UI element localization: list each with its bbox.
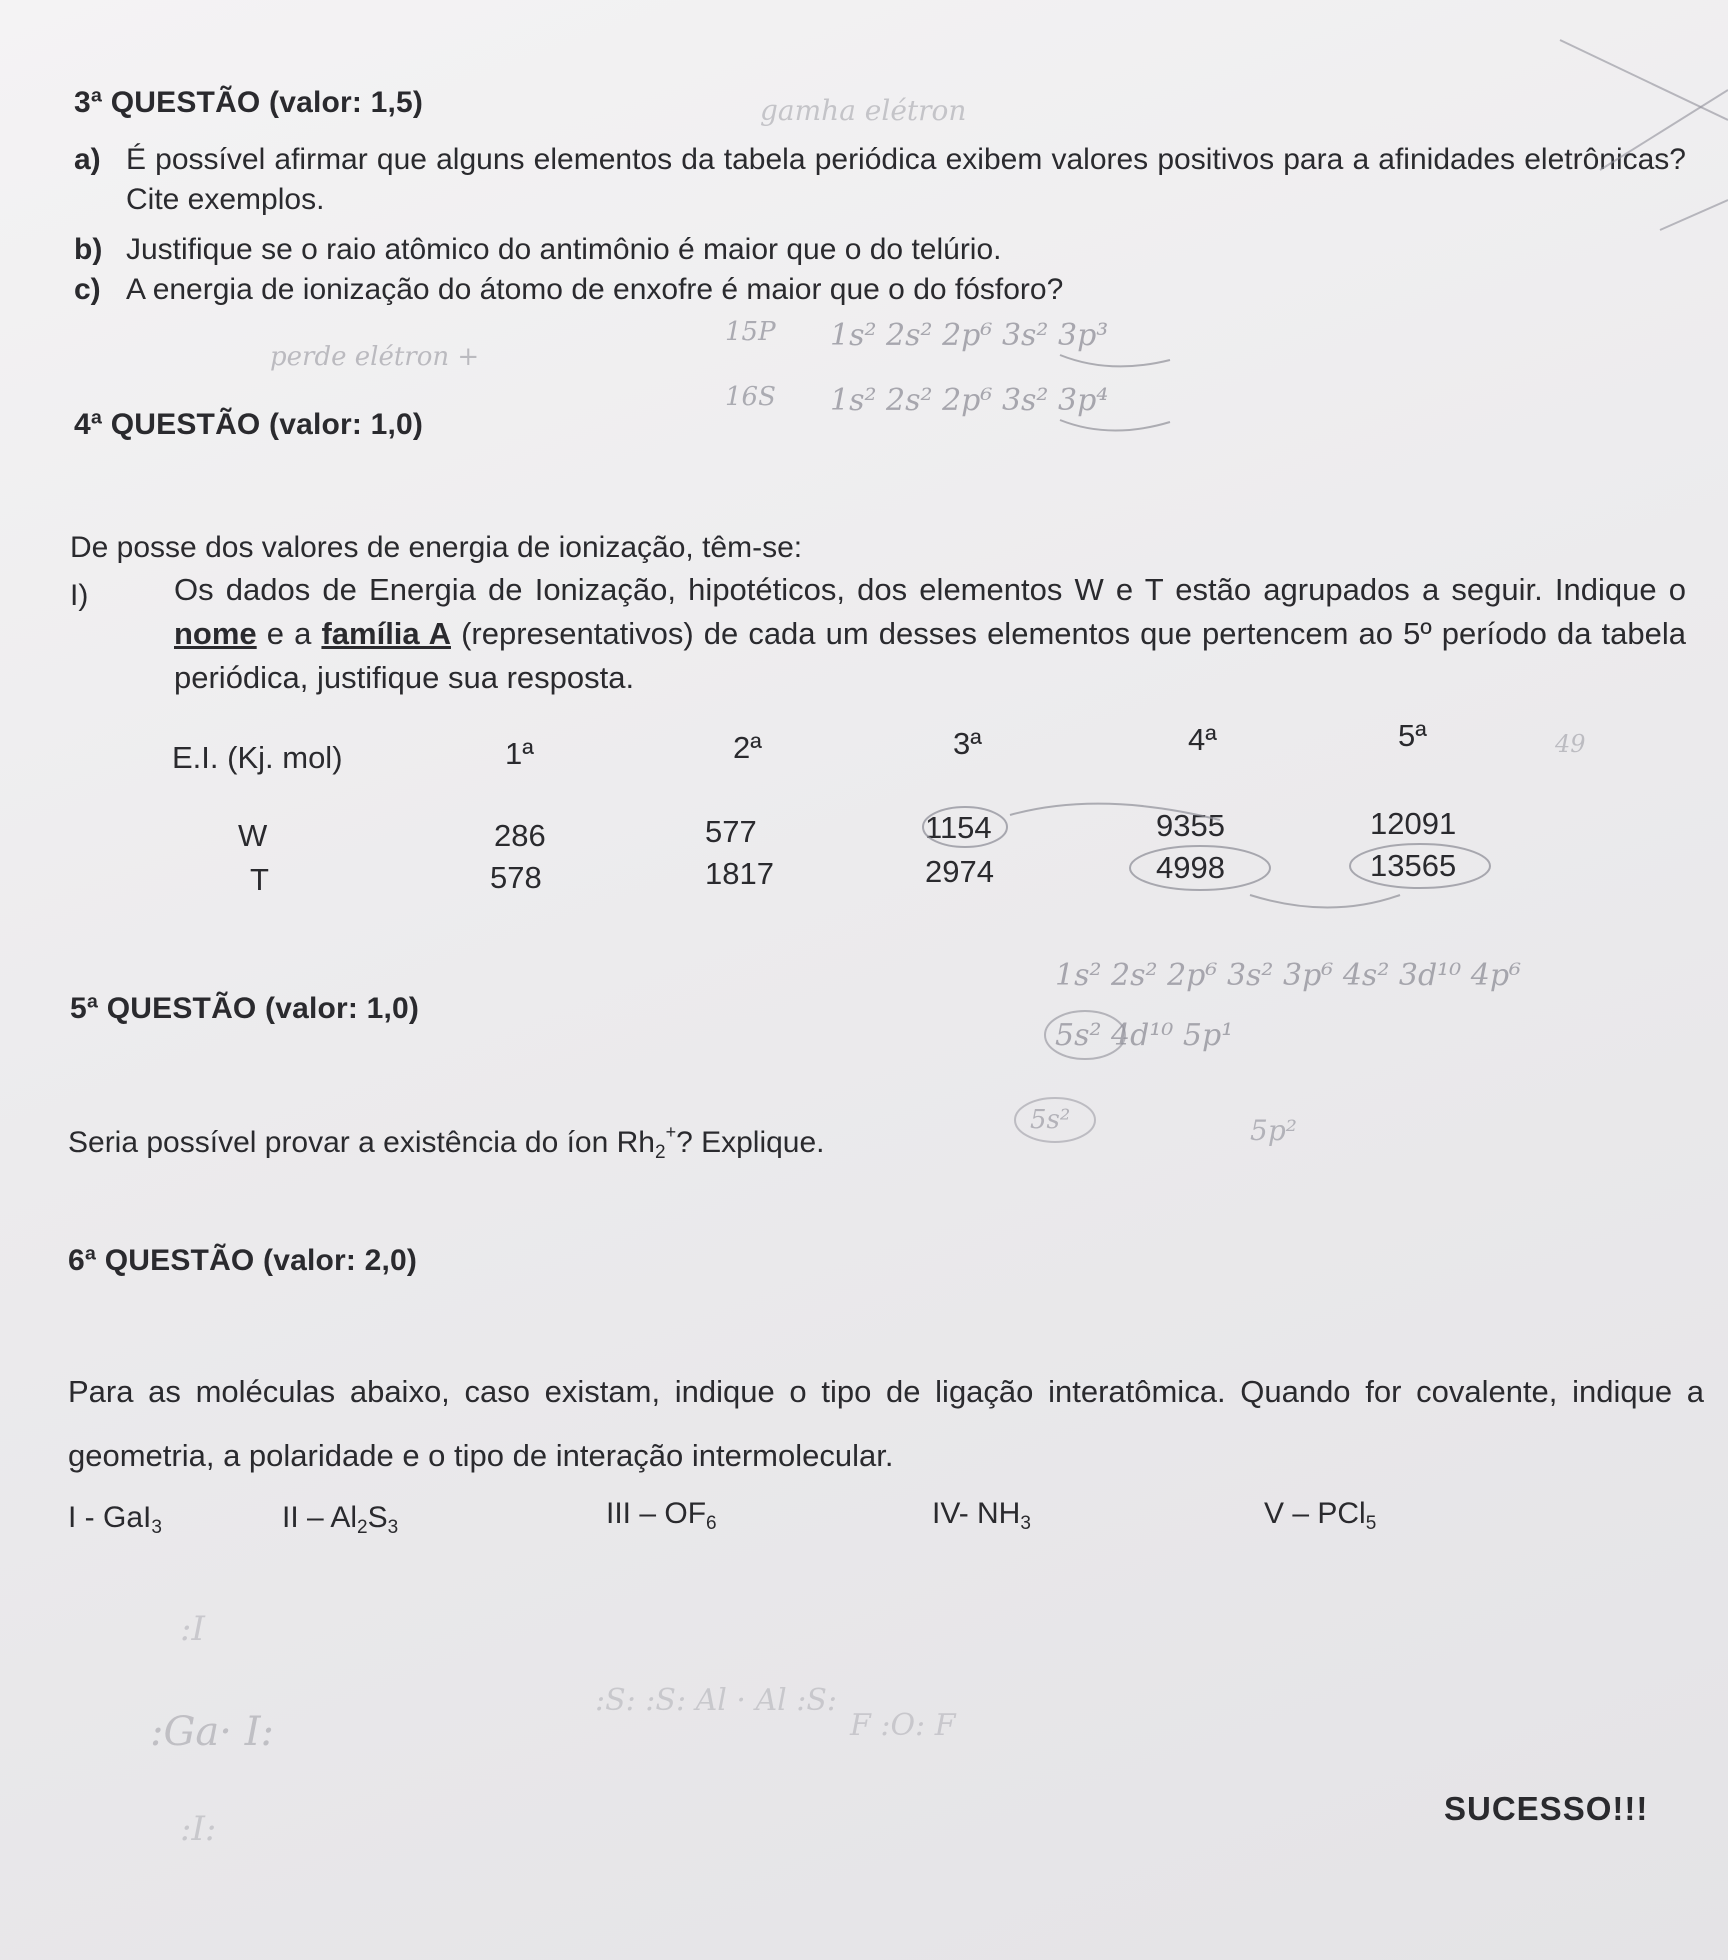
table-cell: 286 [494,818,546,853]
table-header-label: E.I. (Kj. mol) [172,740,343,775]
hand-s-label: 16S [725,382,776,412]
molecule-3-prefix: III – OF [606,1497,707,1530]
q3-c-text: A energia de ionização do átomo de enxofre é maior que o do fósforo? [126,273,1064,306]
molecule-2-tail: S [367,1501,388,1534]
table-cell: 4998 [1156,850,1225,885]
q3-title: 3ª QUESTÃO (valor: 1,5) [74,86,424,119]
molecule-1-prefix: I - GaI [68,1501,152,1534]
table-cell: 2974 [925,854,994,889]
table-col-3-text: 3ª [953,726,982,761]
hand-rh-config-1: 1s² 2s² 2p⁶ 3s² 3p⁶ 4s² 3d¹⁰ 4p⁶ [1055,958,1522,993]
hand-rh-p: 5p² [1250,1114,1297,1147]
q4-item-text-1: Os dados de Energia de Ionização, hipotéticos, dos elementos W e T estão agrupados a seguir. Indique o [174,572,1686,607]
q3-a-text: É possível afirmar que alguns elementos da tabela periódica exibem valores positivos para a afinidades eletrônicas? Cite exemplos. [126,143,1686,216]
molecule-5-prefix: V – PCl [1264,1497,1366,1530]
table-cell: 577 [705,814,757,849]
table-cell: 12091 [1370,806,1457,841]
table-cell: 1817 [705,856,774,891]
table-col-1-text: 1ª [505,736,534,771]
q4-item-text-3: (representativos) de cada um desses elementos que pertencem ao 5º período da tabela periódica, justifique sua resposta. [174,616,1686,695]
molecule-2-sub2: 3 [387,1517,399,1538]
table-col-4-text: 4ª [1188,722,1217,757]
q3-b-label-text: b) [74,233,103,266]
hand-note-q3c: perde elétron + [270,342,480,372]
q4-item-label: I) [70,579,89,612]
success-message: SUCESSO!!! [1444,1790,1649,1827]
q4-intro: De posse dos valores de energia de ionização, têm-se: [70,531,803,564]
q5-sup: + [665,1122,677,1142]
hand-table-note: 49 [1555,730,1586,758]
table-cell: 13565 [1370,848,1457,883]
q5-text-before: Seria possível provar a existência do íon Rh [68,1126,655,1159]
q5-text-after: ? Explique. [676,1126,825,1159]
q3-b-text: Justifique se o raio atômico do antimônio é maior que o do telúrio. [126,233,1002,266]
q3-a-label-text: a) [74,143,101,176]
table-col-2-text: 2ª [733,730,762,765]
hand-p-label: 15P [725,317,776,347]
molecule-3-sub: 6 [706,1513,717,1534]
hand-s-config: 1s² 2s² 2p⁶ 3s² 3p⁴ [830,383,1109,418]
q5-title: 5ª QUESTÃO (valor: 1,0) [70,992,420,1025]
table-row-w-name: W [238,818,268,853]
molecule-4-sub: 3 [1020,1513,1031,1534]
q4-familia-a: família A [321,616,451,651]
table-row-t-name: T [250,862,269,897]
q3-c-label-text: c) [74,273,101,306]
hand-of6-sketch: F :O: F [850,1708,956,1743]
hand-rh-config-2: 5s² 4d¹⁰ 5p¹ [1055,1018,1234,1053]
q5-sub: 2 [654,1142,666,1163]
molecule-2-prefix: II – Al [282,1501,358,1534]
table-cell: 9355 [1156,808,1225,843]
q4-nome: nome [174,616,257,651]
hand-i-top: :I [180,1609,205,1649]
table-cell: 578 [490,860,542,895]
hand-i-bottom: :I: [180,1809,217,1849]
hand-gai3-sketch: :Ga· I: [150,1709,274,1755]
molecule-2-sub: 2 [357,1517,368,1538]
table-cell: 1154 [925,810,992,845]
molecule-1-sub: 3 [151,1517,162,1538]
hand-note-q3: gamha elétron [760,94,967,127]
molecule-4-prefix: IV- NH [932,1497,1021,1530]
molecule-5-sub: 5 [1365,1513,1377,1534]
q6-text: Para as moléculas abaixo, caso existam, indique o tipo de ligação interatômica. Quando for covalente, indique a geometria, a polaridade e o tipo de interação intermolecular. [68,1374,1704,1473]
table-col-5-text: 5ª [1398,718,1427,753]
hand-rh-s: 5s² [1030,1105,1071,1135]
q4-title: 4ª QUESTÃO (valor: 1,0) [74,408,424,441]
q6-title: 6ª QUESTÃO (valor: 2,0) [68,1244,418,1277]
q4-item-text-2: e a [266,616,312,651]
hand-al2s3-sketch: :S: :S: Al · Al :S: [595,1683,838,1718]
hand-p-config: 1s² 2s² 2p⁶ 3s² 3p³ [830,318,1109,353]
